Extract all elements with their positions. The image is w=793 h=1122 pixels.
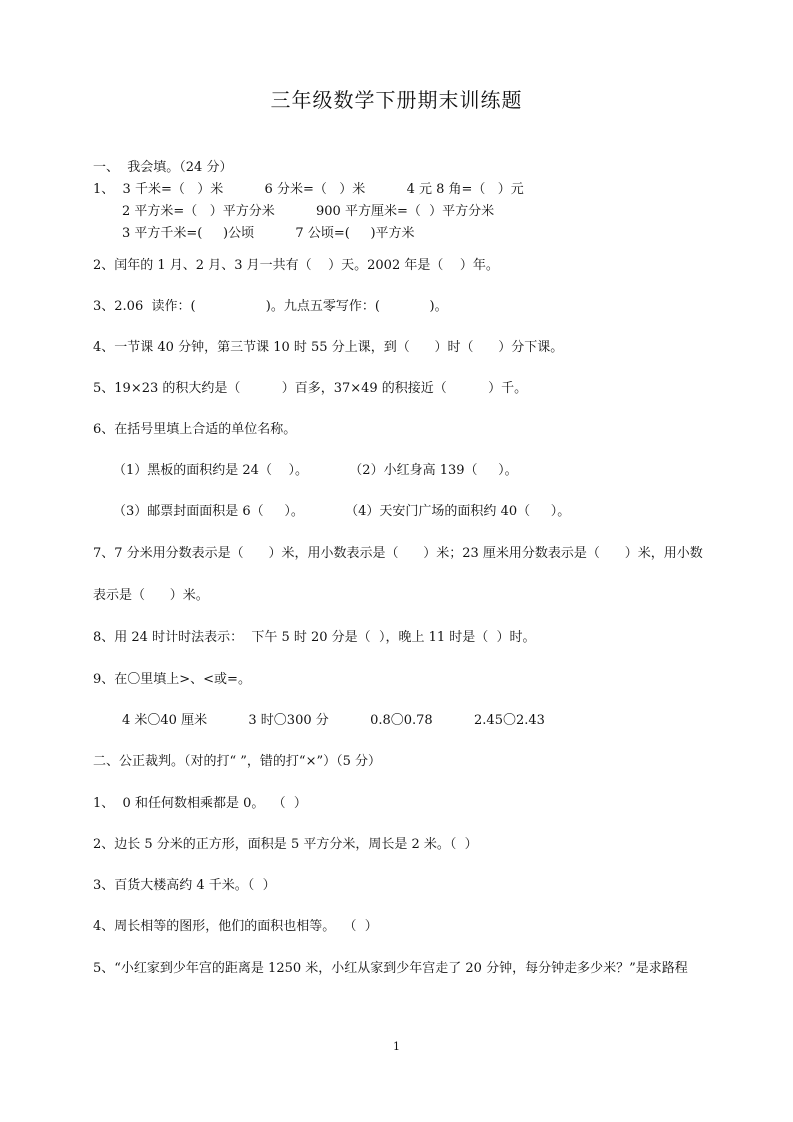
q1-row1: 1、 3 千米=（ ）米 6 分米=（ ）米 4 元 8 角=（ ）元 xyxy=(93,182,524,197)
q9-stem: 9、在〇里填上>、<或=。 xyxy=(93,672,251,687)
q5: 5、19×23 的积大约是（ ）百多，37×49 的积接近（ ）千。 xyxy=(93,381,528,396)
q7-line2: 表示是（ ）米。 xyxy=(93,588,209,603)
page-title: 三年级数学下册期末训练题 xyxy=(270,88,523,112)
q1-row2: 2 平方米=（ ）平方分米 900 平方厘米=（ ）平方分米 xyxy=(122,204,495,219)
q2: 2、闰年的 1 月、2 月、3 月一共有（ ）天。2002 年是（ ）年。 xyxy=(93,258,499,273)
judge-item: 1、 0 和任何数相乘都是 0。 （ ） xyxy=(93,796,307,811)
page-number: 1 xyxy=(393,1040,400,1053)
judge-item: 4、周长相等的图形，他们的面积也相等。 （ ） xyxy=(93,919,378,934)
judge-item: 5、“小红家到少年宫的距离是 1250 米，小红从家到少年宫走了 20 分钟，每分钟走多少米？”是求路程 xyxy=(93,961,688,976)
q6-stem: 6、在括号里填上合适的单位名称。 xyxy=(93,422,297,437)
judge-item: 2、边长 5 分米的正方形，面积是 5 平方分米，周长是 2 米。（ ） xyxy=(93,837,478,852)
q1-row3: 3 平方千米=( )公顷 7 公顷=( )平方米 xyxy=(122,226,415,241)
q3: 3、2.06 读作：( )。九点五零写作：( )。 xyxy=(93,299,448,314)
section1-heading: 一、 我会填。（24 分） xyxy=(93,160,233,175)
q6-row2: （3）邮票封面面积是 6（ ）。 （4）天安门广场的面积约 40（ ）。 xyxy=(113,504,571,519)
q4: 4、一节课 40 分钟，第三节课 10 时 55 分上课，到（ ）时（ ）分下课。 xyxy=(93,340,564,355)
section2-heading: 二、公正裁判。（对的打“ ”，错的打“×”）（5 分） xyxy=(93,754,382,769)
q8: 8、用 24 时计时法表示： 下午 5 时 20 分是（ ），晚上 11 时是（ ）时。 xyxy=(93,630,536,645)
judge-item: 3、百货大楼高约 4 千米。（ ） xyxy=(93,878,276,893)
q6-row1: （1）黑板的面积约是 24（ ）。 （2）小红身高 139（ ）。 xyxy=(113,463,518,478)
q7-line1: 7、7 分米用分数表示是（ ）米，用小数表示是（ ）米；23 厘米用分数表示是（ ）米，用小数 xyxy=(93,546,703,561)
q9-items: 4 米〇40 厘米 3 时〇300 分 0.8〇0.78 2.45〇2.43 xyxy=(122,713,545,728)
